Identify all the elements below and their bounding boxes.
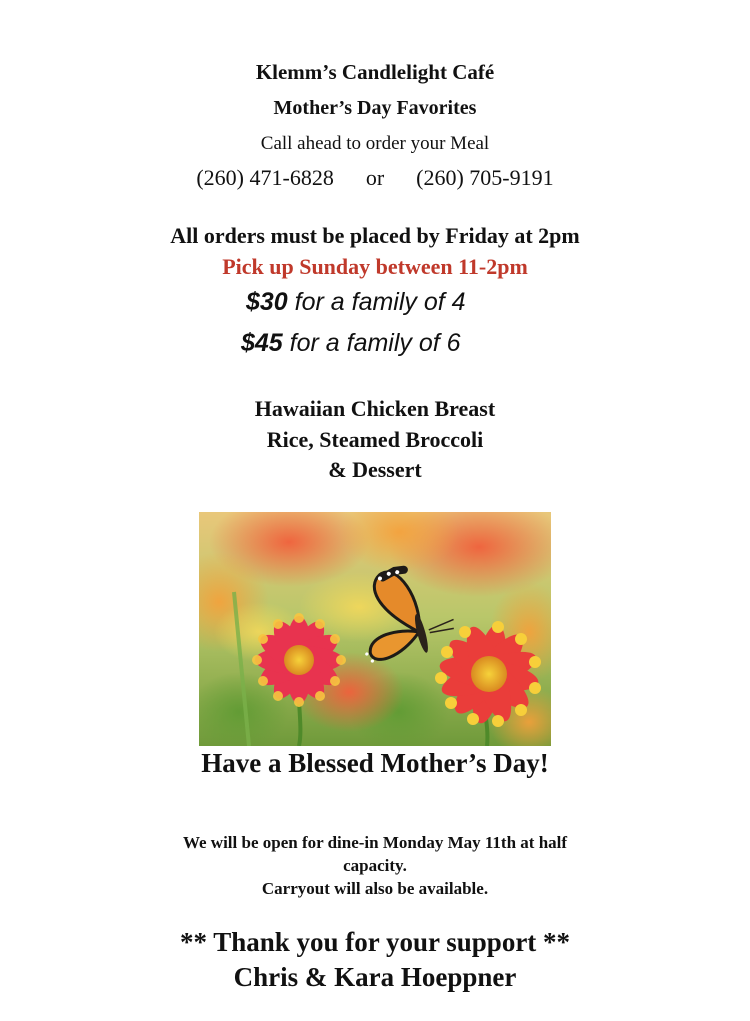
butterfly-flowers-image (199, 512, 551, 746)
call-ahead-text: Call ahead to order your Meal (260, 133, 490, 154)
mothers-day-greeting: Have a Blessed Mother’s Day! (201, 748, 549, 778)
phone-numbers (0, 165, 750, 191)
dine-in-notice-line-2: capacity. (343, 856, 407, 875)
phone-number-2: (260) 705-9191 (416, 165, 554, 190)
phone-separator: or (365, 165, 385, 190)
menu-item-sides: Rice, Steamed Broccoli (266, 427, 484, 452)
menu-item-dessert: & Dessert (328, 457, 422, 482)
pickup-time: Pick up Sunday between 11-2pm (222, 254, 528, 279)
price-amount: $30 (246, 288, 288, 316)
price-description: for a family of 4 (287, 288, 466, 316)
price-family-of-6 (241, 329, 461, 358)
thank-you-message: ** Thank you for your support ** (179, 927, 571, 957)
flyer-subtitle: Mother’s Day Favorites (273, 97, 477, 119)
dine-in-notice-line-1: We will be open for dine-in Monday May 11th at half (182, 833, 568, 852)
order-deadline: All orders must be placed by Friday at 2pm (170, 223, 580, 248)
price-amount: $45 (241, 329, 283, 357)
menu-item-main: Hawaiian Chicken Breast (254, 396, 496, 421)
cafe-title: Klemm’s Candlelight Café (255, 60, 495, 84)
price-description: for a family of 6 (282, 329, 461, 357)
owners-signature: Chris & Kara Hoeppner (233, 962, 517, 992)
carryout-notice: Carryout will also be available. (261, 879, 489, 898)
price-family-of-4 (246, 288, 466, 317)
phone-number-1: (260) 471-6828 (196, 165, 334, 190)
